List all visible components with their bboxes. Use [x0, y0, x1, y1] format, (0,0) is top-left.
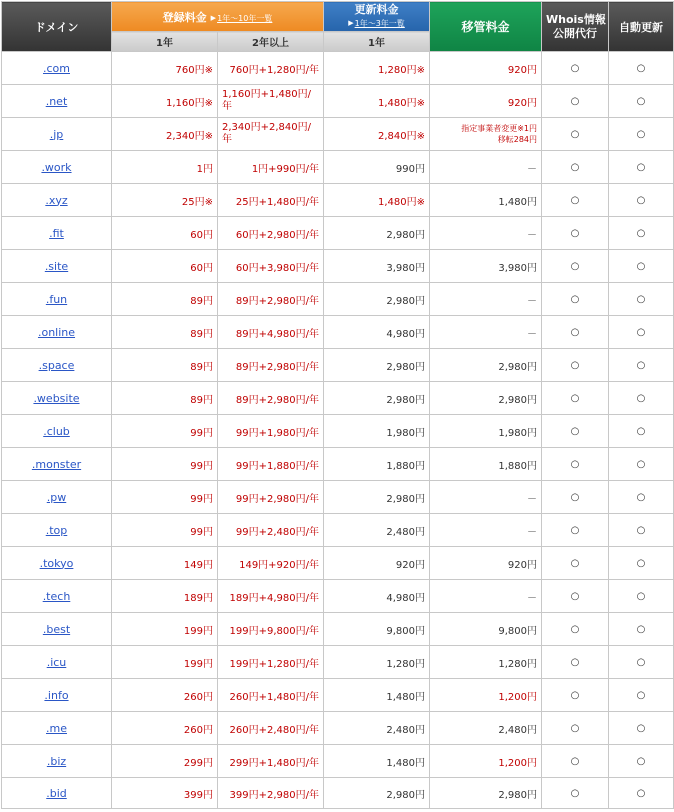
domain-link[interactable]: .pw [46, 490, 67, 504]
renewal-price: 1,480円※ [324, 184, 430, 217]
domain-cell [2, 349, 112, 382]
auto-renew-availability: ○ [609, 184, 674, 217]
subheader-reg-2yr: 2年以上 [218, 32, 324, 52]
whois-availability: ○ [542, 283, 609, 316]
auto-renew-availability: ○ [609, 778, 674, 809]
domain-link[interactable]: .top [45, 523, 68, 537]
registration-2yr-price: 260円+1,480円/年 [218, 679, 324, 712]
whois-availability: ○ [542, 118, 609, 151]
domain-link[interactable]: .jp [49, 127, 64, 141]
auto-renew-availability: ○ [609, 217, 674, 250]
whois-availability: ○ [542, 415, 609, 448]
renewal-price: 2,980円 [324, 481, 430, 514]
registration-1yr-price: 89円 [112, 316, 218, 349]
renewal-price-list-link[interactable]: 1年～3年一覧 [354, 19, 405, 28]
table-row [2, 745, 674, 778]
whois-availability: ○ [542, 745, 609, 778]
domain-cell [2, 382, 112, 415]
domain-link[interactable]: .xyz [45, 193, 68, 207]
domain-cell [2, 646, 112, 679]
registration-1yr-price: 89円 [112, 349, 218, 382]
whois-availability: ○ [542, 52, 609, 85]
whois-availability: ○ [542, 349, 609, 382]
registration-2yr-price: 99円+1,880円/年 [218, 448, 324, 481]
transfer-price: 2,480円 [430, 712, 542, 745]
transfer-price: 1,200円 [430, 679, 542, 712]
auto-renew-availability: ○ [609, 283, 674, 316]
auto-renew-availability: ○ [609, 514, 674, 547]
header-domain: ドメイン [2, 2, 112, 52]
registration-2yr-price: 25円+1,480円/年 [218, 184, 324, 217]
domain-cell [2, 217, 112, 250]
table-row [2, 547, 674, 580]
domain-cell [2, 118, 112, 151]
auto-renew-availability: ○ [609, 679, 674, 712]
registration-2yr-price: 60円+2,980円/年 [218, 217, 324, 250]
domain-link[interactable]: .info [44, 688, 69, 702]
table-row [2, 52, 674, 85]
domain-link[interactable]: .monster [31, 457, 82, 471]
whois-availability: ○ [542, 613, 609, 646]
registration-2yr-price: 399円+2,980円/年 [218, 778, 324, 809]
renewal-price: 9,800円 [324, 613, 430, 646]
transfer-price: － [430, 283, 542, 316]
whois-availability: ○ [542, 679, 609, 712]
registration-1yr-price: 149円 [112, 547, 218, 580]
domain-cell [2, 415, 112, 448]
renewal-price: 2,980円 [324, 382, 430, 415]
table-row [2, 151, 674, 184]
table-row [2, 679, 674, 712]
table-row [2, 184, 674, 217]
transfer-price: 2,980円 [430, 778, 542, 809]
transfer-price: 1,980円 [430, 415, 542, 448]
registration-1yr-price: 99円 [112, 481, 218, 514]
registration-1yr-price: 89円 [112, 382, 218, 415]
registration-2yr-price: 99円+1,980円/年 [218, 415, 324, 448]
auto-renew-availability: ○ [609, 382, 674, 415]
auto-renew-availability: ○ [609, 349, 674, 382]
registration-1yr-price: 25円※ [112, 184, 218, 217]
whois-availability: ○ [542, 448, 609, 481]
domain-cell [2, 613, 112, 646]
registration-2yr-price: 89円+2,980円/年 [218, 382, 324, 415]
registration-1yr-price: 299円 [112, 745, 218, 778]
registration-2yr-price: 299円+1,480円/年 [218, 745, 324, 778]
transfer-price: － [430, 481, 542, 514]
renewal-price: 1,480円※ [324, 85, 430, 118]
transfer-price: 920円 [430, 85, 542, 118]
domain-cell [2, 481, 112, 514]
header-transfer: 移管料金 [430, 2, 542, 52]
registration-2yr-price: 189円+4,980円/年 [218, 580, 324, 613]
domain-cell [2, 778, 112, 809]
whois-availability: ○ [542, 85, 609, 118]
registration-1yr-price: 399円 [112, 778, 218, 809]
domain-cell [2, 514, 112, 547]
renewal-price: 2,980円 [324, 778, 430, 809]
registration-1yr-price: 199円 [112, 646, 218, 679]
domain-cell [2, 448, 112, 481]
auto-renew-availability: ○ [609, 151, 674, 184]
transfer-price: 2,980円 [430, 382, 542, 415]
registration-1yr-price: 60円 [112, 250, 218, 283]
table-row [2, 778, 674, 809]
transfer-price: － [430, 217, 542, 250]
table-row [2, 316, 674, 349]
whois-availability: ○ [542, 217, 609, 250]
registration-2yr-price: 99円+2,480円/年 [218, 514, 324, 547]
table-row [2, 514, 674, 547]
domain-cell [2, 547, 112, 580]
domain-cell [2, 283, 112, 316]
registration-1yr-price: 1,160円※ [112, 85, 218, 118]
transfer-price: 920円 [430, 52, 542, 85]
auto-renew-availability: ○ [609, 745, 674, 778]
renewal-price: 1,480円 [324, 679, 430, 712]
renewal-price: 2,980円 [324, 217, 430, 250]
registration-1yr-price: 99円 [112, 514, 218, 547]
domain-cell [2, 745, 112, 778]
transfer-price: － [430, 580, 542, 613]
table-row [2, 613, 674, 646]
table-row [2, 118, 674, 151]
domain-cell [2, 712, 112, 745]
domain-link[interactable]: .me [46, 721, 67, 735]
table-row [2, 349, 674, 382]
registration-2yr-price: 89円+4,980円/年 [218, 316, 324, 349]
auto-renew-availability: ○ [609, 415, 674, 448]
table-row [2, 415, 674, 448]
domain-link[interactable]: .website [33, 391, 80, 405]
registration-1yr-price: 189円 [112, 580, 218, 613]
domain-link[interactable]: .online [37, 325, 76, 339]
renewal-price: 3,980円 [324, 250, 430, 283]
price-table-body [2, 52, 674, 809]
registration-2yr-price: 199円+1,280円/年 [218, 646, 324, 679]
table-row [2, 382, 674, 415]
whois-availability: ○ [542, 481, 609, 514]
whois-availability: ○ [542, 316, 609, 349]
renewal-price: 1,880円 [324, 448, 430, 481]
auto-renew-availability: ○ [609, 52, 674, 85]
registration-1yr-price: 99円 [112, 415, 218, 448]
registration-2yr-price: 760円+1,280円/年 [218, 52, 324, 85]
registration-1yr-price: 2,340円※ [112, 118, 218, 151]
registration-1yr-price: 99円 [112, 448, 218, 481]
renewal-price: 1,280円※ [324, 52, 430, 85]
transfer-price [430, 118, 542, 151]
whois-availability: ○ [542, 382, 609, 415]
transfer-price: － [430, 151, 542, 184]
domain-cell [2, 85, 112, 118]
domain-link[interactable]: .work [41, 160, 72, 174]
domain-link[interactable]: .site [44, 259, 69, 273]
domain-link[interactable]: .bid [46, 786, 67, 800]
transfer-price: 920円 [430, 547, 542, 580]
header-auto-renew: 自動更新 [609, 2, 674, 52]
domain-link[interactable]: .biz [46, 754, 67, 768]
whois-availability: ○ [542, 646, 609, 679]
domain-cell [2, 316, 112, 349]
transfer-note-line2: 移転284円 [497, 135, 538, 144]
renewal-price: 2,480円 [324, 712, 430, 745]
domain-cell [2, 679, 112, 712]
transfer-price: 2,980円 [430, 349, 542, 382]
whois-availability: ○ [542, 580, 609, 613]
domain-cell [2, 151, 112, 184]
whois-availability: ○ [542, 778, 609, 809]
header-registration [112, 2, 324, 32]
registration-2yr-price: 199円+9,800円/年 [218, 613, 324, 646]
header-whois-line2: 公開代行 [553, 26, 598, 40]
subheader-renew-1yr: 1年 [324, 32, 430, 52]
registration-1yr-price: 260円 [112, 712, 218, 745]
header-whois-line1: Whois情報 [546, 12, 606, 26]
registration-1yr-price: 1円 [112, 151, 218, 184]
whois-availability: ○ [542, 712, 609, 745]
auto-renew-availability: ○ [609, 448, 674, 481]
table-row [2, 250, 674, 283]
auto-renew-availability: ○ [609, 481, 674, 514]
transfer-note-line1: 指定事業者変更※1円 [461, 124, 538, 133]
table-row [2, 448, 674, 481]
registration-2yr-price: 89円+2,980円/年 [218, 283, 324, 316]
domain-link[interactable]: .club [43, 424, 70, 438]
auto-renew-availability: ○ [609, 85, 674, 118]
registration-2yr-price: 60円+3,980円/年 [218, 250, 324, 283]
registration-2yr-price: 260円+2,480円/年 [218, 712, 324, 745]
domain-cell [2, 580, 112, 613]
header-registration-label: 登録料金 [162, 10, 207, 24]
domain-cell [2, 52, 112, 85]
renewal-price: 2,840円※ [324, 118, 430, 151]
table-row [2, 646, 674, 679]
domain-link[interactable]: .fit [49, 226, 64, 240]
registration-2yr-price: 99円+2,980円/年 [218, 481, 324, 514]
registration-2yr-price: 1,160円+1,480円/年 [218, 85, 324, 118]
domain-link[interactable]: .tokyo [39, 556, 74, 570]
registration-price-list-link[interactable]: 1年～10年一覧 [217, 13, 273, 23]
transfer-price: － [430, 514, 542, 547]
table-row [2, 85, 674, 118]
domain-link[interactable]: .fun [45, 292, 68, 306]
transfer-price: 1,880円 [430, 448, 542, 481]
whois-availability: ○ [542, 184, 609, 217]
auto-renew-availability: ○ [609, 712, 674, 745]
table-row [2, 580, 674, 613]
domain-cell [2, 250, 112, 283]
subheader-reg-1yr: 1年 [112, 32, 218, 52]
caret-right-icon: ▶ [348, 19, 354, 27]
registration-1yr-price: 60円 [112, 217, 218, 250]
domain-link[interactable]: .com [43, 61, 70, 75]
table-row [2, 217, 674, 250]
domain-link[interactable]: .icu [46, 655, 67, 669]
domain-link[interactable]: .tech [42, 589, 71, 603]
auto-renew-availability: ○ [609, 613, 674, 646]
renewal-price: 4,980円 [324, 316, 430, 349]
renewal-price: 1,280円 [324, 646, 430, 679]
domain-link[interactable]: .space [38, 358, 75, 372]
renewal-price: 990円 [324, 151, 430, 184]
transfer-price: 1,480円 [430, 184, 542, 217]
header-renewal [324, 2, 430, 32]
transfer-price: 9,800円 [430, 613, 542, 646]
domain-link[interactable]: .best [42, 622, 71, 636]
renewal-price: 2,980円 [324, 349, 430, 382]
registration-2yr-price: 89円+2,980円/年 [218, 349, 324, 382]
registration-1yr-price: 199円 [112, 613, 218, 646]
header-whois [542, 2, 609, 52]
registration-1yr-price: 760円※ [112, 52, 218, 85]
registration-2yr-price: 2,340円+2,840円/年 [218, 118, 324, 151]
transfer-price: － [430, 316, 542, 349]
transfer-price: 1,280円 [430, 646, 542, 679]
auto-renew-availability: ○ [609, 646, 674, 679]
whois-availability: ○ [542, 547, 609, 580]
whois-availability: ○ [542, 250, 609, 283]
auto-renew-availability: ○ [609, 580, 674, 613]
renewal-price: 2,980円 [324, 283, 430, 316]
transfer-price: 1,200円 [430, 745, 542, 778]
table-row [2, 283, 674, 316]
transfer-price: 3,980円 [430, 250, 542, 283]
registration-1yr-price: 260円 [112, 679, 218, 712]
whois-availability: ○ [542, 151, 609, 184]
whois-availability: ○ [542, 514, 609, 547]
domain-cell [2, 184, 112, 217]
renewal-price: 2,480円 [324, 514, 430, 547]
auto-renew-availability: ○ [609, 547, 674, 580]
auto-renew-availability: ○ [609, 118, 674, 151]
table-row [2, 712, 674, 745]
header-renewal-label: 更新料金 [354, 3, 399, 16]
caret-right-icon: ▶ [210, 13, 217, 22]
renewal-price: 1,480円 [324, 745, 430, 778]
registration-1yr-price: 89円 [112, 283, 218, 316]
renewal-price: 1,980円 [324, 415, 430, 448]
domain-link[interactable]: .net [45, 94, 68, 108]
renewal-price: 920円 [324, 547, 430, 580]
table-row [2, 481, 674, 514]
domain-price-table [1, 1, 674, 809]
registration-2yr-price: 1円+990円/年 [218, 151, 324, 184]
registration-2yr-price: 149円+920円/年 [218, 547, 324, 580]
auto-renew-availability: ○ [609, 316, 674, 349]
auto-renew-availability: ○ [609, 250, 674, 283]
renewal-price: 4,980円 [324, 580, 430, 613]
